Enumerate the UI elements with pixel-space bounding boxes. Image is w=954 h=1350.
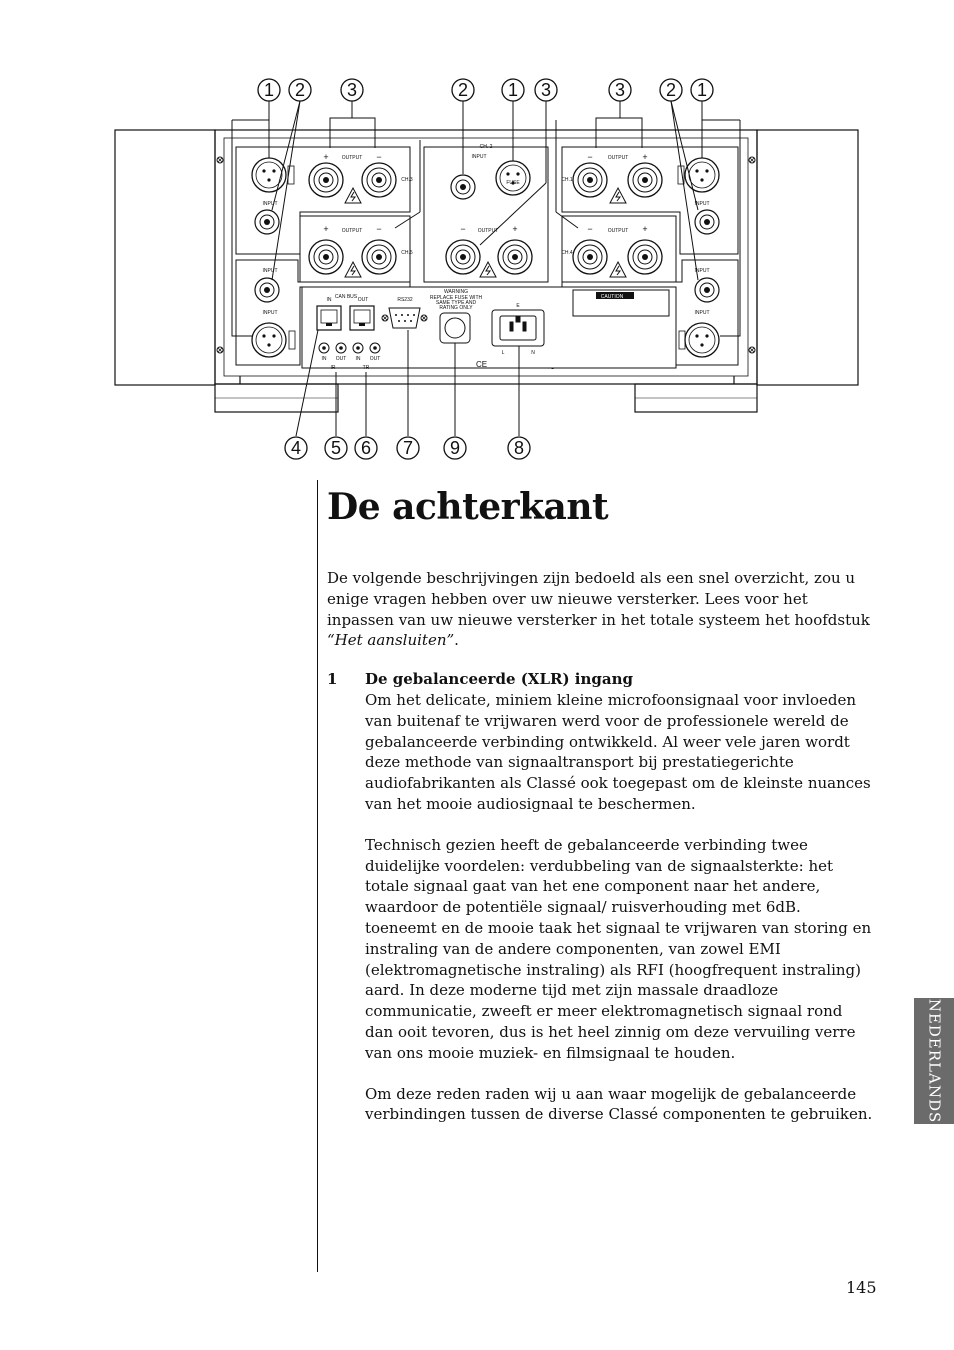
intro-end: . (454, 631, 459, 650)
svg-text:+: + (512, 224, 518, 234)
callouts-top (258, 79, 713, 101)
in-label: IN (326, 297, 332, 303)
callout-8: 8 (513, 438, 525, 458)
item-paragraph: Om deze reden raden wij u aan waar mogelijk de gebalanceerde verbindingen tussen de diverse Classé componenten te gebruiken. (365, 1084, 873, 1124)
chassis-screws (217, 157, 755, 353)
item-paragraph: Om het delicate, miniem kleine microfoonsignaal voor invloeden van buitenaf te vrijwaren werd voor de professionele wereld de gebalanceerde verbinding ontwikkeld. Al weer vele jaren wordt deze methode van signaaltransport bij prestatiegerichte audiofabrikanten als Classé ook toegepast om de kleinste nuances van het mooie audiosignaal te beschermen. (365, 690, 871, 813)
input-label: INPUT (471, 154, 487, 160)
callout-1: 1 (507, 80, 519, 100)
in-label: IN (355, 356, 361, 362)
item-paragraph: Technisch gezien heeft de gebalanceerde verbinding twee duidelijke voordelen: verdubbeling van de signaalsterkte: het totale signaal gaat van het ene component naar het andere, waardoor de potentiële signaal/ ruisverhouding met 6dB. toeneemt en de mooie taak het signaal te vrijwaren van storing en instraling van de andere componenten, van zowel EMI (elektromagnetische instraling) als RFI (hoogfrequent instraling) aard. In deze moderne tijd met zijn massale draadloze communicatie, zweeft er meer elektromagnetisch signaal rond dan ooit tevoren, dus is het heel zinnig om deze vervuiling verre van ons mooie muziek- en filmsignaal te houden. (365, 835, 872, 1062)
callout-2: 2 (457, 80, 469, 100)
callout-3: 3 (346, 80, 358, 100)
tr-label: TR (362, 365, 370, 371)
input-label: INPUT (694, 310, 710, 316)
svg-text:−: − (376, 152, 382, 162)
intro-text: De volgende beschrijvingen zijn bedoeld als een snel overzicht, zou u enige vragen hebben over uw nieuwe versterker. Lees voor het inpassen van uw nieuwe versterker in het totale systeem het hoofdstuk (327, 569, 870, 629)
chapter-reference: “Het aansluiten” (327, 631, 455, 650)
svg-text:+: + (642, 224, 648, 234)
item-title: De gebalanceerde (XLR) ingang (365, 670, 633, 689)
input-label: INPUT (694, 201, 710, 207)
ch4-label: CH.4 (561, 250, 573, 256)
output-label: OUTPUT (607, 228, 629, 234)
caution-label: CAUTION (600, 294, 624, 300)
item-1-body (365, 690, 875, 1125)
callout-9: 9 (449, 438, 461, 458)
callout-1: 1 (263, 80, 275, 100)
input-label: INPUT (694, 268, 710, 274)
rear-panel-diagram (0, 0, 954, 470)
warning-text: RATING ONLY (439, 305, 473, 311)
ch1-label: CH.1 (561, 177, 573, 183)
svg-text:−: − (587, 224, 593, 234)
out-label: OUT (369, 356, 381, 362)
can-bus-label: CAN BUS (334, 294, 358, 300)
svg-text:+: + (323, 152, 329, 162)
svg-text:−: − (587, 152, 593, 162)
callout-3: 3 (614, 80, 626, 100)
output-label: OUTPUT (341, 228, 363, 234)
input-label: INPUT (262, 310, 278, 316)
ir-label: IR (330, 365, 336, 371)
callout-6: 6 (360, 438, 372, 458)
callout-7: 7 (402, 438, 414, 458)
out-label: OUT (357, 297, 369, 303)
intro-paragraph (327, 568, 875, 651)
ce-mark: CE (476, 360, 488, 369)
output-label: OUTPUT (477, 228, 499, 234)
output-label: OUTPUT (607, 155, 629, 161)
svg-text:+: + (642, 152, 648, 162)
page-number: 145 (846, 1278, 877, 1297)
leader-lines (232, 101, 740, 436)
warning-label: WARNING (444, 289, 468, 295)
neutral-label: N (531, 350, 535, 356)
in-label: IN (321, 356, 327, 362)
item-1-heading (327, 669, 875, 690)
warning-text: SAME TYPE AND (435, 300, 477, 306)
item-number: 1 (327, 670, 338, 689)
rs232-label: RS232 (397, 297, 413, 303)
callout-3: 3 (540, 80, 552, 100)
earth-label: E (516, 303, 520, 309)
callout-5: 5 (330, 438, 342, 458)
input-label: INPUT (262, 268, 278, 274)
language-tab-label: NEDERLANDS (925, 998, 944, 1124)
warning-text: REPLACE FUSE WITH (429, 295, 483, 301)
ch5-label: CH.5 (401, 250, 413, 256)
ch2-label: CH. 2 (479, 144, 493, 150)
ch3-label: CH.3 (401, 177, 413, 183)
ac-symbol: ~ (548, 363, 555, 375)
input-label: INPUT (262, 201, 278, 207)
output-label: OUTPUT (341, 155, 363, 161)
item-1 (327, 669, 875, 1125)
svg-text:−: − (460, 224, 466, 234)
fuse-label: FUSE (506, 180, 520, 186)
svg-text:+: + (323, 224, 329, 234)
callout-4: 4 (290, 438, 302, 458)
margin-rule (317, 480, 318, 1272)
callout-1: 1 (696, 80, 708, 100)
callout-2: 2 (294, 80, 306, 100)
out-label: OUT (335, 356, 347, 362)
live-label: L (501, 350, 505, 356)
callout-2: 2 (665, 80, 677, 100)
body-text (327, 568, 875, 1125)
page-title: De achterkant (327, 486, 609, 528)
language-tab (914, 998, 954, 1124)
svg-text:−: − (376, 224, 382, 234)
